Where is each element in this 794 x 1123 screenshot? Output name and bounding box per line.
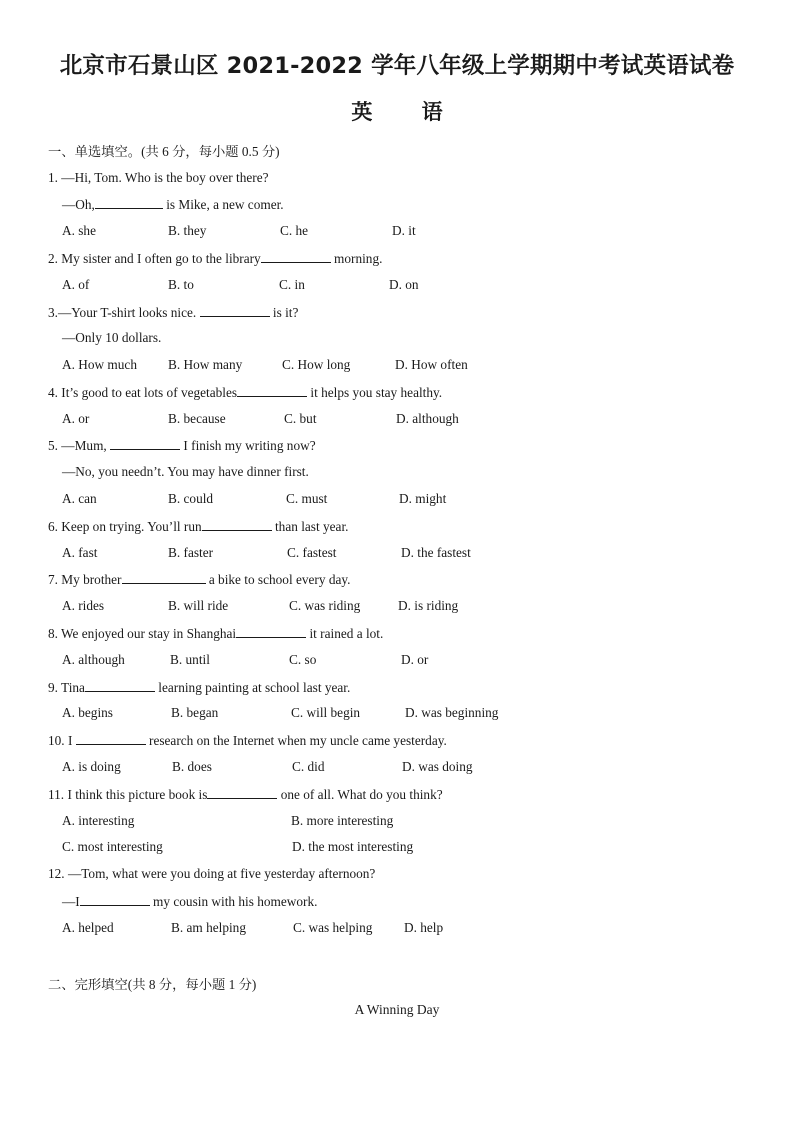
option-d: D. the fastest [401,545,471,560]
question-post: a bike to school every day. [205,572,351,587]
option-a: A. or [62,411,90,426]
question-post: it rained a lot. [306,626,384,641]
question-12-stem: 12. —Tom, what were you doing at five yesterday afternoon? [48,866,376,881]
question-post: morning. [330,251,383,266]
option-b: B. more interesting [291,813,394,828]
option-a: A. can [62,491,97,506]
option-b: B. to [168,277,194,292]
question-1-options [62,223,762,241]
question-11 [48,786,443,803]
option-c: C. in [279,277,305,292]
question-11-options-row2 [62,839,762,857]
option-d: D. How often [395,357,468,372]
question-pre: 5. —Mum, [48,438,111,453]
option-d: D. although [396,411,459,426]
option-c: C. but [284,411,317,426]
question-5-reply: —No, you needn’t. You may have dinner first. [62,464,309,479]
question-1-stem: 1. —Hi, Tom. Who is the boy over there? [48,170,269,185]
option-b: B. am helping [171,920,246,935]
option-c: C. fastest [287,545,337,560]
answer-blank [261,250,331,263]
answer-blank [200,304,270,317]
option-d: D. was doing [402,759,473,774]
question-6-options [62,545,762,563]
question-12-reply [62,893,317,910]
option-d: D. or [401,652,429,667]
option-a: A. rides [62,598,105,613]
answer-blank [85,679,155,692]
reply-pre: —Oh, [62,197,95,212]
passage-title: A Winning Day [354,1002,440,1017]
question-10 [48,732,447,749]
option-b: B. will ride [168,598,229,613]
question-pre: 6. Keep on trying. You’ll run [48,519,202,534]
answer-blank [207,786,277,799]
option-d: D. help [404,920,444,935]
answer-blank [237,384,307,397]
option-a: A. she [62,223,96,238]
option-b: B. began [171,705,219,720]
exam-title: 北京市石景山区 2021-2022 学年八年级上学期期中考试英语试卷 [59,53,735,79]
answer-blank [95,196,163,209]
question-post: it helps you stay healthy. [307,385,443,400]
option-a: A. begins [62,705,113,720]
option-b: B. How many [168,357,243,372]
answer-blank [76,732,146,745]
option-d: D. it [392,223,416,238]
question-2 [48,250,382,267]
option-d: D. on [389,277,419,292]
question-pre: 8. We enjoyed our stay in Shanghai [48,626,237,641]
section1-heading: 一、单选填空。(共 6 分，每小题 0.5 分) [48,144,280,159]
question-12-options [62,920,762,938]
question-5-options [62,491,762,509]
question-post: research on the Internet when my uncle came yesterday. [145,733,447,748]
question-5 [48,437,316,454]
question-8-options [62,652,762,670]
option-b: B. faster [168,545,214,560]
option-a: A. is doing [62,759,121,774]
option-d: D. the most interesting [292,839,414,854]
question-9-options [62,705,762,723]
reply-pre: —I [62,894,80,909]
option-c: C. must [286,491,328,506]
question-pre: 10. I [48,733,76,748]
answer-blank [110,437,180,450]
question-post: one of all. What do you think? [277,787,443,802]
answer-blank [236,625,306,638]
option-b: B. does [172,759,212,774]
question-pre: 11. I think this picture book is [48,787,208,802]
option-b: B. because [168,411,226,426]
question-11-options-row1 [62,813,762,831]
reply-post: is Mike, a new comer. [162,197,284,212]
question-pre: 3.—Your T-shirt looks nice. [48,305,200,320]
question-4-options [62,411,762,429]
option-d: D. might [399,491,447,506]
subject-title: 英 语 [351,100,443,124]
option-c: C. most interesting [62,839,163,854]
question-8 [48,625,383,642]
question-4 [48,384,442,401]
option-c: C. did [292,759,325,774]
option-b: B. until [170,652,210,667]
question-post: learning painting at school last year. [154,680,351,695]
option-b: B. could [168,491,214,506]
question-7-options [62,598,762,616]
option-d: D. was beginning [405,705,499,720]
option-a: A. How much [62,357,137,372]
option-a: A. of [62,277,90,292]
option-c: C. he [280,223,309,238]
option-a: A. interesting [62,813,135,828]
question-10-options [62,759,762,777]
option-a: A. helped [62,920,114,935]
question-9 [48,679,350,696]
option-c: C. was riding [289,598,361,613]
question-3-options [62,357,762,375]
option-c: C. so [289,652,317,667]
question-post: than last year. [271,519,349,534]
question-post: is it? [269,305,299,320]
option-a: A. although [62,652,125,667]
question-3 [48,304,298,321]
option-c: C. was helping [293,920,373,935]
option-b: B. they [168,223,207,238]
question-6 [48,518,348,535]
section2-heading: 二、完形填空(共 8 分，每小题 1 分) [48,977,257,992]
question-2-options [62,277,762,295]
answer-blank [122,571,206,584]
option-c: C. How long [282,357,351,372]
question-7 [48,571,351,588]
question-pre: 7. My brother [48,572,122,587]
answer-blank [80,893,150,906]
question-3-reply: —Only 10 dollars. [62,330,162,345]
question-pre: 9. Tina [48,680,85,695]
question-1-reply [62,196,284,213]
option-a: A. fast [62,545,98,560]
option-d: D. is riding [398,598,459,613]
option-c: C. will begin [291,705,361,720]
question-post: I finish my writing now? [180,438,316,453]
answer-blank [202,518,272,531]
question-pre: 2. My sister and I often go to the library [48,251,261,266]
question-pre: 4. It’s good to eat lots of vegetables [48,385,238,400]
reply-post: my cousin with his homework. [149,894,318,909]
